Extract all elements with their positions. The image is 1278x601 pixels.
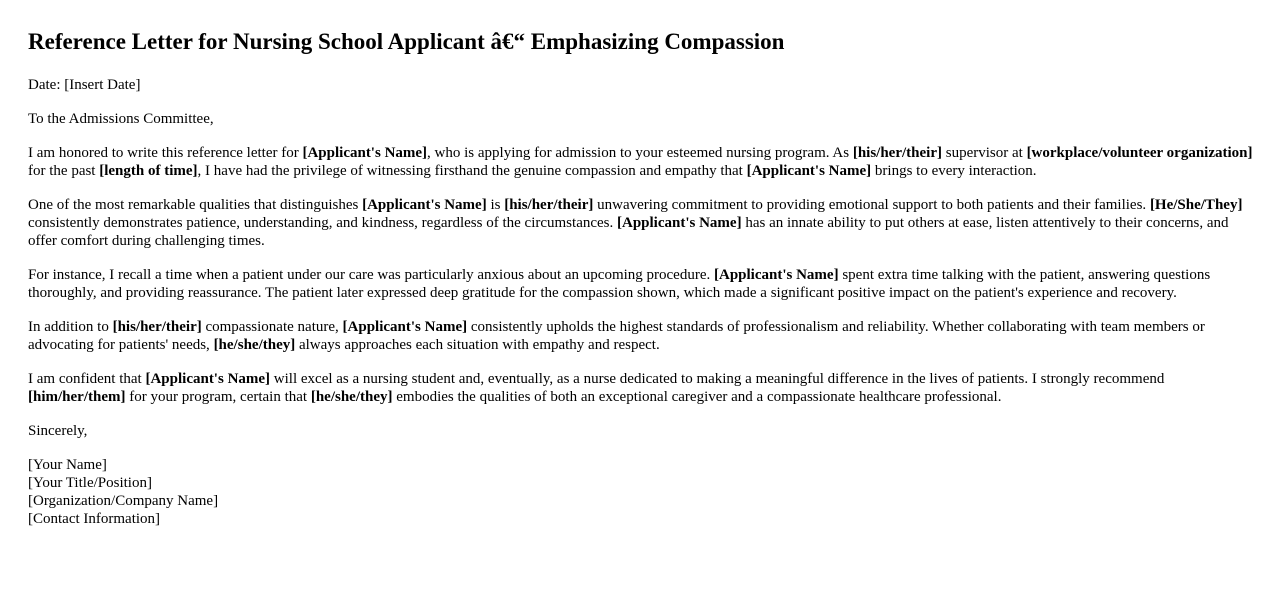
- text-segment: One of the most remarkable qualities that distinguishes: [28, 197, 363, 213]
- text-segment: unwavering commitment to providing emotional support to both patients and their families.: [593, 197, 1150, 213]
- text-segment: has an innate ability to put others at ease, listen attentively to their concerns, and offer comfort during challenging times.: [28, 215, 1229, 249]
- placeholder-applicant-name: [Applicant's Name]: [145, 371, 271, 387]
- signature-title: [Your Title/Position]: [28, 475, 152, 491]
- text-segment: will excel as a nursing student and, eventually, as a nurse dedicated to making a meaningful difference in the lives of patients. I strongly recommend: [270, 371, 1165, 387]
- placeholder-applicant-name: [Applicant's Name]: [746, 163, 872, 179]
- text-segment: always approaches each situation with empathy and respect.: [295, 337, 660, 353]
- placeholder-workplace: [workplace/volunteer organization]: [1026, 145, 1253, 161]
- text-segment: , who is applying for admission to your esteemed nursing program. As: [427, 145, 853, 161]
- paragraph-recommendation: [28, 370, 1258, 406]
- text-segment: supervisor at: [941, 145, 1027, 161]
- text-segment: for your program, certain that: [125, 389, 311, 405]
- signature-organization: [Organization/Company Name]: [28, 493, 219, 509]
- text-segment: consistently upholds the highest standards of professionalism and reliability. Whether collaborating with team members or advocating for patients' needs,: [28, 319, 1205, 353]
- letter-title: Reference Letter for Nursing School Applicant â€“ Emphasizing Compassion: [28, 29, 785, 54]
- placeholder-pronoun: [his/her/their]: [112, 319, 202, 335]
- placeholder-applicant-name: [Applicant's Name]: [362, 197, 487, 213]
- paragraph-example: [28, 266, 1258, 302]
- text-segment: brings to every interaction.: [871, 163, 1037, 179]
- text-segment: for the past: [28, 163, 100, 179]
- placeholder-applicant-name: [Applicant's Name]: [302, 145, 428, 161]
- placeholder-applicant-name: [Applicant's Name]: [617, 215, 742, 231]
- placeholder-pronoun: [He/She/They]: [1149, 197, 1243, 213]
- signature-name: [Your Name]: [28, 457, 107, 473]
- text-segment: , I have had the privilege of witnessing firsthand the genuine compassion and empathy that: [197, 163, 747, 179]
- placeholder-pronoun: [his/her/their]: [852, 145, 942, 161]
- closing: Sincerely,: [28, 423, 88, 439]
- text-segment: embodies the qualities of both an exceptional caregiver and a compassionate healthcare professional.: [392, 389, 1002, 405]
- paragraph-introduction: [28, 144, 1258, 180]
- placeholder-pronoun: [him/her/them]: [28, 389, 126, 405]
- signature-contact: [Contact Information]: [28, 511, 161, 527]
- signature-block: [28, 456, 1258, 528]
- text-segment: I am confident that: [28, 371, 146, 387]
- text-segment: In addition to: [28, 319, 113, 335]
- text-segment: compassionate nature,: [201, 319, 343, 335]
- text-segment: For instance, I recall a time when a patient under our care was particularly anxious about an upcoming procedure.: [28, 267, 714, 283]
- text-segment: spent extra time talking with the patient, answering questions thoroughly, and providing reassurance. The patient later expressed deep gratitude for the compassion shown, which made a significant positive impact on the patient's experience and recovery.: [28, 267, 1211, 301]
- placeholder-pronoun: [his/her/their]: [504, 197, 594, 213]
- placeholder-applicant-name: [Applicant's Name]: [342, 319, 468, 335]
- placeholder-pronoun: [he/she/they]: [213, 337, 296, 353]
- placeholder-applicant-name: [Applicant's Name]: [714, 267, 839, 283]
- text-segment: consistently demonstrates patience, understanding, and kindness, regardless of the circumstances.: [28, 215, 617, 231]
- paragraph-qualities: [28, 196, 1258, 250]
- paragraph-professionalism: [28, 318, 1258, 354]
- placeholder-length-of-time: [length of time]: [99, 163, 198, 179]
- salutation: To the Admissions Committee,: [28, 111, 214, 127]
- date-line: Date: [Insert Date]: [28, 77, 141, 93]
- text-segment: I am honored to write this reference letter for: [28, 145, 303, 161]
- text-segment: is: [486, 197, 505, 213]
- placeholder-pronoun: [he/she/they]: [310, 389, 393, 405]
